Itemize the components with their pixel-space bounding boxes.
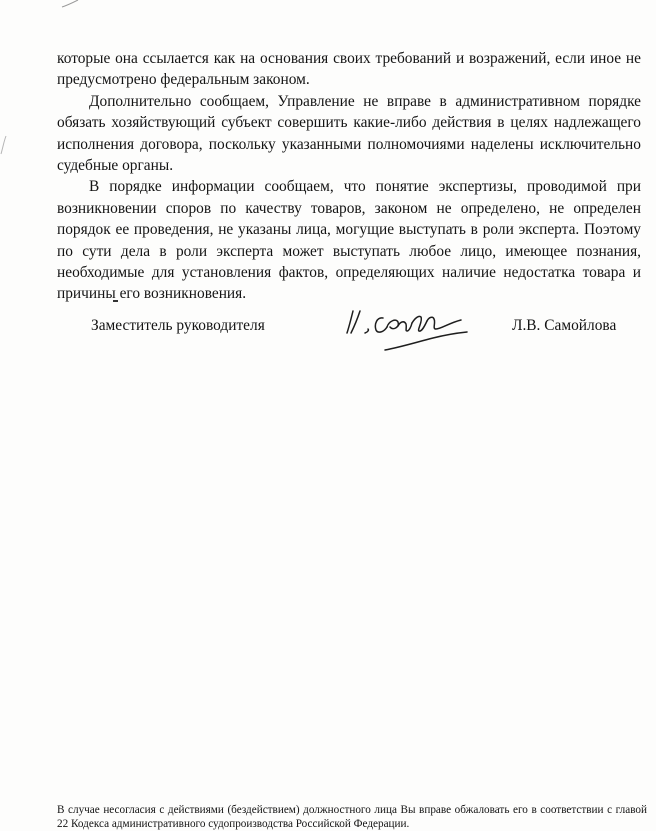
appeal-footer-note xyxy=(57,803,647,831)
letter-body xyxy=(57,48,641,305)
paragraph-expertise: В порядке информации сообщаем, что понятие экспертизы, проводимой при возникновении споров по качеству товаров, законом не определено, не определен порядок ее проведения, не указаны лица, могущие выступать в роли эксперта. Поэтому по сути дела в роли эксперта может выступать любое лицо, имеющее познания, необходимые для установления фактов, определяющих наличие недостатка товара и причины его возникновения. xyxy=(57,178,641,303)
footer-text: В случае несогласия с действиями (бездействием) должностного лица Вы вправе обжаловать его в соответствии с главой 22 Кодекса административного судопроизводства Российской Федерации. xyxy=(57,804,647,830)
signer-name: Л.В. Самойлова xyxy=(512,317,617,334)
paragraph-continuation: которые она ссылается как на основания своих требований и возражений, если иное не предусмотрено федеральным законом. xyxy=(57,50,641,89)
signer-position: Заместитель руководителя xyxy=(91,317,265,334)
scan-artifact-left xyxy=(0,135,8,155)
paragraph-authority: Дополнительно сообщаем, Управление не вправе в административном порядке обязать хозяйствующий субъект совершить какие-либо действия в целях надлежащего исполнения договора, поскольку указанными полномочиями наделены исключительно судебные органы. xyxy=(57,92,641,175)
scan-artifact-top xyxy=(60,0,80,8)
handwritten-signature xyxy=(345,305,475,355)
signature-block xyxy=(0,305,656,355)
